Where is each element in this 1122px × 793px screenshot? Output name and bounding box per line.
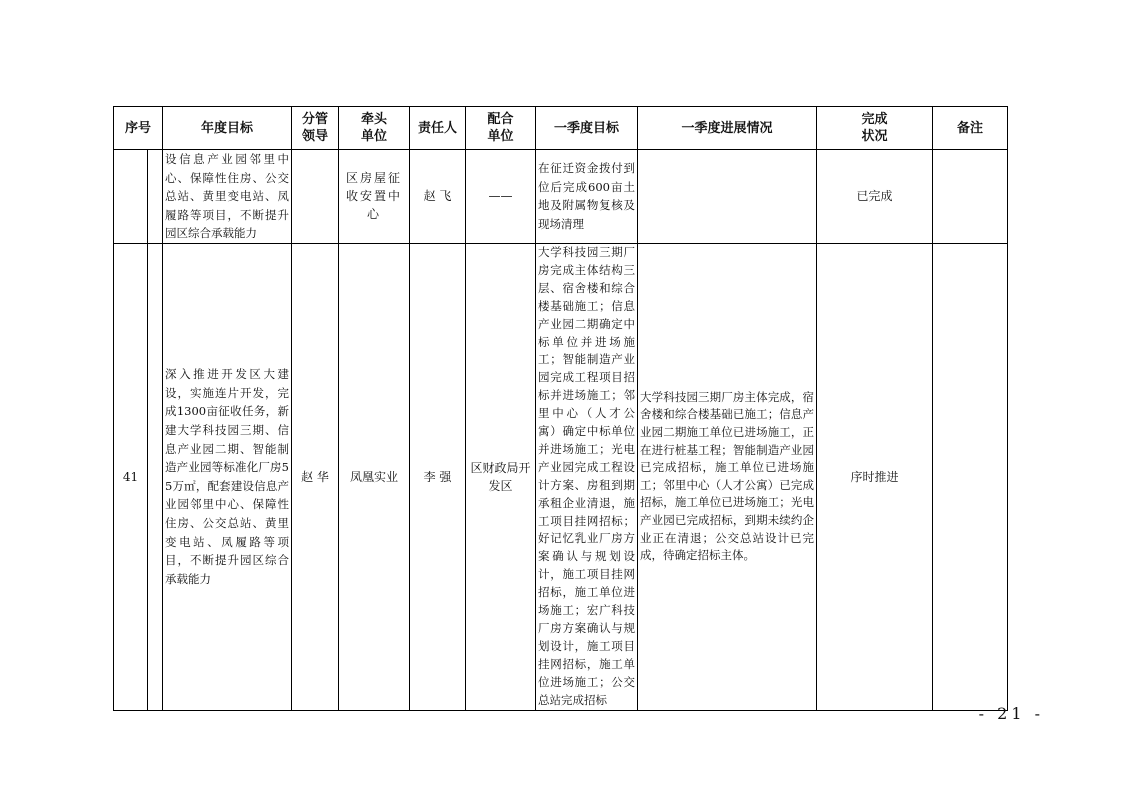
header-q1-progress: 一季度进展情况 xyxy=(638,107,817,150)
header-annual-goal: 年度目标 xyxy=(163,107,292,150)
cell-q1-goal: 大学科技园三期厂房完成主体结构三层、宿舍楼和综合楼基础施工；信息产业园二期确定中标单位并进场施工；智能制造产业园完成工程项目招标并进场施工；邻里中心（人才公寓）确定中标单位并进场施工；光电产业园完成工程设计方案、房租到期承租企业清退，施工项目挂网招标；好记忆乳业厂房方案确认与规划设计，施工项目挂网招标，施工单位进场施工；宏广科技厂房方案确认与规划设计，施工项目挂网招标，施工单位进场施工；公交总站完成招标 xyxy=(536,243,638,710)
cell-seq: 41 xyxy=(114,243,148,710)
cell-leader xyxy=(292,150,339,244)
page-number: - 21 - xyxy=(978,704,1044,723)
cell-annual-goal: 设信息产业园邻里中心、保障性住房、公交总站、黄里变电站、凤履路等项目，不断提升园区综合承载能力 xyxy=(163,150,292,244)
table-row xyxy=(114,150,1008,244)
header-remarks: 备注 xyxy=(933,107,1008,150)
cell-annual-goal: 深入推进开发区大建设，实施连片开发，完成1300亩征收任务，新建大学科技园三期、信息产业园二期、智能制造产业园等标准化厂房55万㎡，配套建设信息产业园邻里中心、保障性住房、公交总站、黄里变电站、凤履路等项目，不断提升园区综合承载能力 xyxy=(163,243,292,710)
cell-responsible: 赵 飞 xyxy=(410,150,466,244)
progress-table xyxy=(113,106,1008,711)
header-coop-unit: 配合 单位 xyxy=(466,107,536,150)
cell-coop-unit: 区财政局开发区 xyxy=(466,243,536,710)
cell-remarks xyxy=(933,150,1008,244)
cell-leader: 赵 华 xyxy=(292,243,339,710)
table-row xyxy=(114,243,1008,710)
header-row xyxy=(114,107,1008,150)
header-seq: 序号 xyxy=(114,107,163,150)
cell-blank xyxy=(148,243,163,710)
cell-q1-progress xyxy=(638,150,817,244)
cell-q1-goal: 在征迁资金拨付到位后完成600亩土地及附属物复核及现场清理 xyxy=(536,150,638,244)
header-leader: 分管 领导 xyxy=(292,107,339,150)
cell-blank xyxy=(148,150,163,244)
cell-q1-progress: 大学科技园三期厂房主体完成，宿舍楼和综合楼基础已施工；信息产业园二期施工单位已进场施工，正在进行桩基工程；智能制造产业园已完成招标，施工单位已进场施工；邻里中心（人才公寓）已完成招标，施工单位已进场施工；光电产业园已完成招标，到期未续约企业正在清退；公交总站设计已完成，待确定招标主体。 xyxy=(638,243,817,710)
cell-responsible: 李 强 xyxy=(410,243,466,710)
header-status: 完成 状况 xyxy=(817,107,933,150)
cell-seq xyxy=(114,150,148,244)
cell-lead-unit: 凤凰实业 xyxy=(339,243,410,710)
cell-status: 已完成 xyxy=(817,150,933,244)
header-responsible: 责任人 xyxy=(410,107,466,150)
cell-coop-unit: —— xyxy=(466,150,536,244)
header-lead-unit: 牵头 单位 xyxy=(339,107,410,150)
cell-status: 序时推进 xyxy=(817,243,933,710)
cell-lead-unit: 区房屋征收安置中心 xyxy=(339,150,410,244)
cell-remarks xyxy=(933,243,1008,710)
header-q1-goal: 一季度目标 xyxy=(536,107,638,150)
